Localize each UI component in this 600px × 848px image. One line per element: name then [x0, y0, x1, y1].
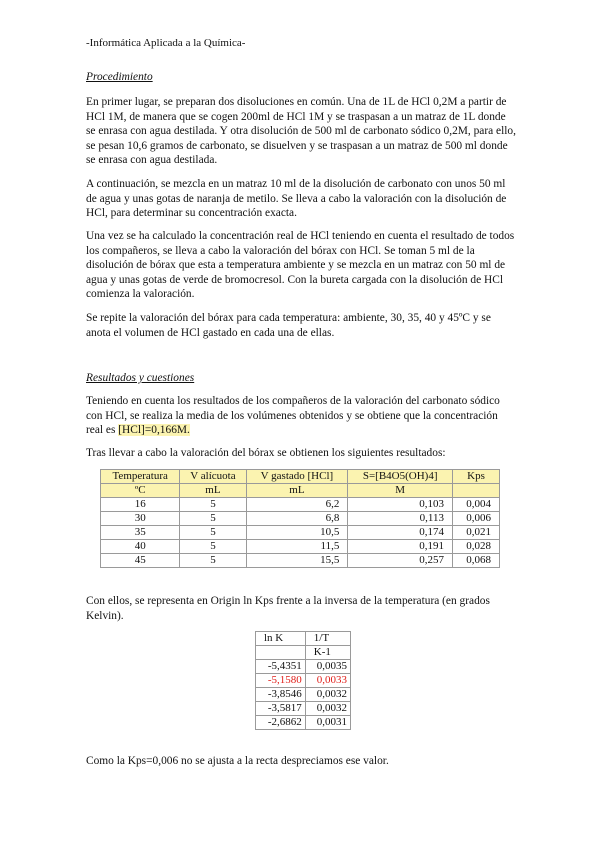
page-header: -Informática Aplicada a la Química- — [86, 37, 246, 49]
header-cell: V alícuota — [180, 470, 246, 484]
header-cell: Kps — [453, 470, 500, 484]
table-cell: 0,103 — [348, 498, 453, 512]
results-paragraph-2: Tras llevar a cabo la valoración del bórax se obtienen los siguientes resultados: — [86, 447, 446, 459]
table-cell: 0,028 — [453, 540, 500, 554]
header-cell: ln K — [256, 632, 306, 646]
table-cell: 0,0031 — [305, 716, 350, 730]
table-row — [256, 660, 351, 674]
table-cell: 6,2 — [246, 498, 348, 512]
header-cell: 1/T — [305, 632, 350, 646]
header-cell: V gastado [HCl] — [246, 470, 348, 484]
unit-cell: mL — [246, 484, 348, 498]
table-cell: 0,068 — [453, 554, 500, 568]
table-units-row — [256, 646, 351, 660]
results-paragraph-1 — [86, 394, 516, 438]
table-cell: 5 — [180, 526, 246, 540]
table-row — [101, 498, 500, 512]
table-cell: 40 — [101, 540, 180, 554]
table-cell: 11,5 — [246, 540, 348, 554]
table-cell: 5 — [180, 554, 246, 568]
table-row — [256, 702, 351, 716]
table-row — [101, 554, 500, 568]
borax-results-table — [100, 469, 500, 568]
table-cell: 0,021 — [453, 526, 500, 540]
table-cell: 0,0033 — [305, 674, 350, 688]
table-cell: 35 — [101, 526, 180, 540]
table-cell: 16 — [101, 498, 180, 512]
table-cell: 10,5 — [246, 526, 348, 540]
hcl-concentration-highlight: [HCl]=0,166M. — [118, 424, 190, 437]
table-cell: 0,004 — [453, 498, 500, 512]
table-cell: 45 — [101, 554, 180, 568]
table-cell: 15,5 — [246, 554, 348, 568]
results-paragraph-3: Con ellos, se representa en Origin ln Kps frente a la inversa de la temperatura (en grados Kelvin). — [86, 595, 490, 622]
table-cell: 0,174 — [348, 526, 453, 540]
procedure-paragraph-2: A continuación, se mezcla en un matraz 10 ml de la disolución de carbonato con unos 50 ml de agua y unas gotas de naranja de metilo. Se lleva a cabo la valoración con la disolución de HCl, para determinar su concentración exacta. — [86, 178, 507, 220]
table-header-row — [101, 470, 500, 484]
header-cell: S=[B4O5(OH)4] — [348, 470, 453, 484]
table-row — [101, 526, 500, 540]
table-cell: -3,8546 — [256, 688, 306, 702]
table-cell: 0,257 — [348, 554, 453, 568]
table-cell: 0,113 — [348, 512, 453, 526]
unit-cell: K-1 — [305, 646, 350, 660]
unit-cell: M — [348, 484, 453, 498]
table-cell: -3,5817 — [256, 702, 306, 716]
table-cell: 0,006 — [453, 512, 500, 526]
procedure-paragraph-3: Una vez se ha calculado la concentración real de HCl teniendo en cuenta el resultado de todos los compañeros, se lleva a cabo la valoración del bórax con HCl. Se toman 5 ml de la disolución de bórax que esta a temperatura ambiente y se mezcla en un matraz con 50 ml de agua y unas gotas de verde de bromocresol. Con la bureta cargada con la disolución de HCl comienza la valoración. — [86, 230, 515, 301]
table-cell: 30 — [101, 512, 180, 526]
table-row — [101, 540, 500, 554]
procedure-paragraph-1: En primer lugar, se preparan dos disoluciones en común. Una de 1L de HCl 0,2M a partir de HCl 1M, de manera que se cogen 200ml de HCl 1M y se traspasan a un matraz de 1L donde se enrasa con agua destilada. Y otra disolución de 500 ml de carbonato sódico 0,2M, para ello, se pesan 10,6 gramos de carbonato, se disuelven y se traspasan a un matraz de 500 ml donde se enrasa con agua destilada. — [86, 96, 516, 167]
table-cell: 6,8 — [246, 512, 348, 526]
table-row — [256, 688, 351, 702]
unit-cell: ºC — [101, 484, 180, 498]
results-paragraph-1-text: Teniendo en cuenta los resultados de los compañeros de la valoración del carbonato sódico con HCl, se realiza la media de los volúmenes obtenidos y se obtiene que la concentración real es — [86, 395, 500, 437]
table-cell: -5,4351 — [256, 660, 306, 674]
table-cell: 0,191 — [348, 540, 453, 554]
table-cell: 0,0032 — [305, 688, 350, 702]
table-row — [101, 512, 500, 526]
table-row-discarded — [256, 674, 351, 688]
table-cell: 0,0032 — [305, 702, 350, 716]
unit-cell — [256, 646, 306, 660]
results-paragraph-4: Como la Kps=0,006 no se ajusta a la recta despreciamos ese valor. — [86, 755, 389, 767]
header-cell: Temperatura — [101, 470, 180, 484]
table-cell: 0,0035 — [305, 660, 350, 674]
ln-k-table — [255, 631, 351, 730]
table-cell: 5 — [180, 498, 246, 512]
procedure-paragraph-4: Se repite la valoración del bórax para cada temperatura: ambiente, 30, 35, 40 y 45ºC y se anota el volumen de HCl gastado en cada una de ellas. — [86, 312, 491, 339]
table-cell: -2,6862 — [256, 716, 306, 730]
procedure-heading: Procedimiento — [86, 71, 153, 83]
table-units-row — [101, 484, 500, 498]
results-heading: Resultados y cuestiones — [86, 372, 195, 384]
table-row — [256, 716, 351, 730]
table-cell: -5,1580 — [256, 674, 306, 688]
table-cell: 5 — [180, 512, 246, 526]
table-cell: 5 — [180, 540, 246, 554]
unit-cell — [453, 484, 500, 498]
unit-cell: mL — [180, 484, 246, 498]
table-header-row — [256, 632, 351, 646]
